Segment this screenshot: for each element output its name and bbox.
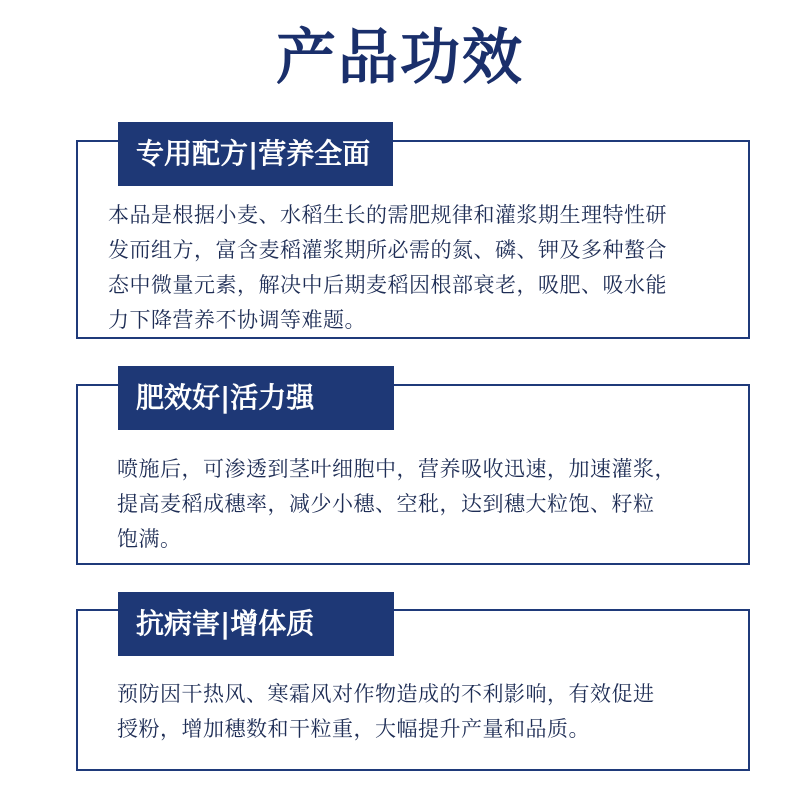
section-heading-efficacy: 肥效好|活力强 <box>118 366 394 430</box>
body-line: 态中微量元素，解决中后期麦稻因根部衰老，吸肥、吸水能 <box>108 273 667 297</box>
body-line: 提高麦稻成穗率，减少小穗、空秕，达到穗大粒饱、籽粒 <box>117 492 655 516</box>
section-heading-resistance: 抗病害|增体质 <box>118 592 394 656</box>
body-line: 发而组方，富含麦稻灌浆期所必需的氮、磷、钾及多种螯合 <box>108 238 667 262</box>
body-line: 力下降营养不协调等难题。 <box>108 308 366 332</box>
body-line: 喷施后，可渗透到茎叶细胞中，营养吸收迅速，加速灌浆， <box>117 457 676 481</box>
section-body-formula <box>108 198 667 338</box>
body-line: 预防因干热风、寒霜风对作物造成的不利影响，有效促进 <box>117 682 655 706</box>
section-body-efficacy <box>117 452 676 557</box>
page-title: 产品功效 <box>276 23 524 93</box>
section-heading-formula: 专用配方|营养全面 <box>118 122 393 186</box>
body-line: 本品是根据小麦、水稻生长的需肥规律和灌浆期生理特性研 <box>108 203 667 227</box>
body-line: 饱满。 <box>117 527 182 551</box>
section-body-resistance <box>117 677 655 747</box>
body-line: 授粉，增加穗数和干粒重，大幅提升产量和品质。 <box>117 717 590 741</box>
